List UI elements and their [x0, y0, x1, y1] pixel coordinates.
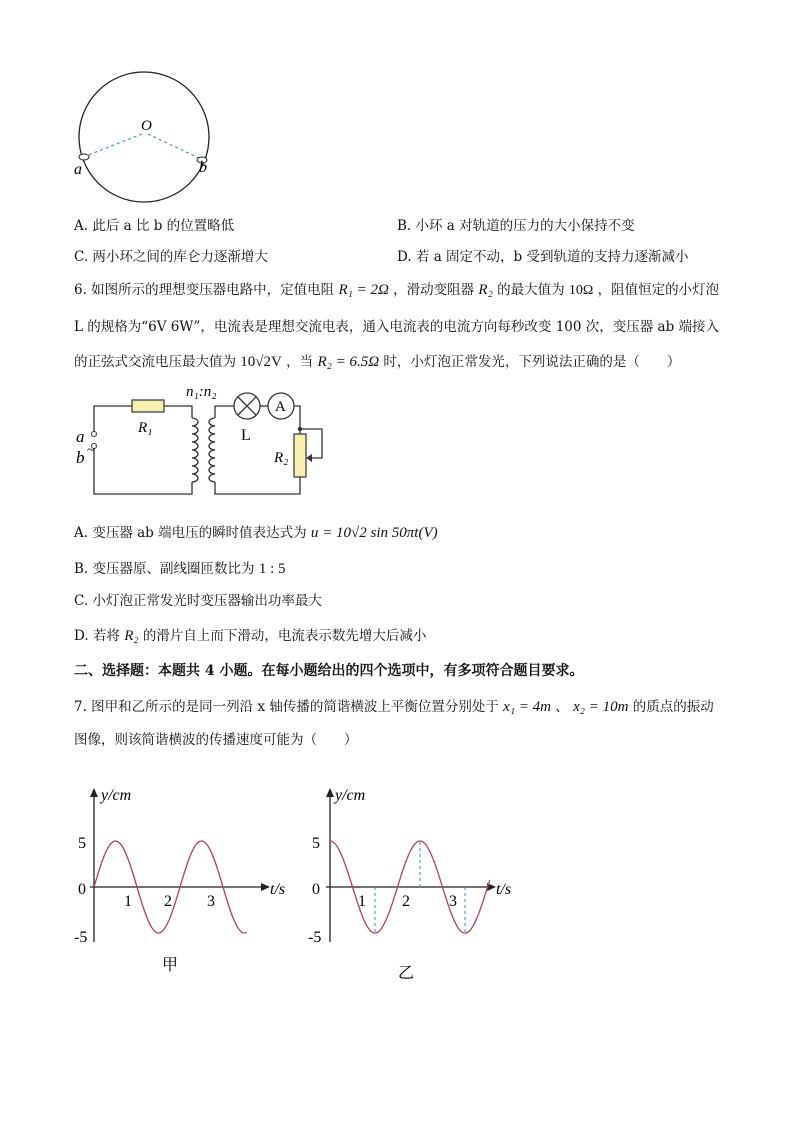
- q6-line1: [74, 280, 719, 301]
- resistor-r1: [132, 400, 164, 412]
- label-o: O: [141, 118, 152, 134]
- x-axis-label: t/s: [496, 881, 512, 898]
- q6-text: ，阻值恒定的小灯泡: [597, 282, 720, 298]
- option-text: B. 变压器原、副线圈匝数比为: [74, 561, 255, 577]
- caption: 甲: [162, 957, 179, 974]
- label-tilde: ~: [87, 443, 95, 458]
- formula-max: 10Ω: [568, 283, 594, 298]
- y-tick-0: 0: [78, 881, 86, 898]
- q7-text: 7. 图甲和乙所示的是同一列沿 x 轴传播的简谐横波上平衡位置分别处于: [74, 699, 499, 715]
- q7-line1: [74, 697, 714, 717]
- y-tick-neg5: -5: [74, 929, 88, 946]
- x-tick-2: 2: [164, 893, 172, 910]
- ring-figure: [60, 60, 230, 210]
- primary-wire-bottom: [94, 446, 192, 494]
- secondary-coil: [209, 418, 215, 482]
- formula-voltage: 10√2V: [240, 354, 282, 370]
- circuit-diagram: [70, 382, 330, 504]
- q7-text: 、: [555, 699, 569, 715]
- label-ammeter: A: [275, 399, 286, 415]
- q6-text: 6. 如图所示的理想变压器电路中，定值电阻: [74, 282, 335, 298]
- formula-r1: R₁ = 2Ω: [338, 282, 389, 298]
- label-a: a: [76, 427, 85, 446]
- label-b: b: [199, 159, 207, 176]
- q6-option-b: [74, 557, 285, 578]
- graph-yi: [300, 780, 530, 985]
- junction-dot: [298, 427, 302, 431]
- y-tick-5: 5: [78, 835, 86, 852]
- formula-r2: R₂: [124, 628, 139, 644]
- ring-a: [79, 154, 89, 160]
- lamp-icon: [234, 393, 260, 419]
- formula-x2: x₂ = 10m: [573, 699, 629, 715]
- line-ob: [148, 134, 201, 159]
- q6-option-a: [74, 521, 438, 542]
- q6-text: 时，小灯泡正常发光，下列说法正确的是（ ）: [383, 354, 681, 370]
- x-axis-label: t/s: [270, 881, 286, 898]
- label-r2: R₂: [274, 450, 289, 466]
- label-a: a: [74, 161, 82, 178]
- label-b: b: [76, 448, 85, 467]
- label-r1: R₁: [138, 420, 153, 436]
- y-tick-5: 5: [312, 835, 320, 852]
- q6-text: ，当: [286, 354, 314, 370]
- q5-option-d: D. 若 a 固定不动，b 受到轨道的支持力逐渐减小: [397, 249, 689, 265]
- x-tick-3: 3: [207, 893, 215, 910]
- label-ratio: n₁:n₂: [186, 384, 217, 400]
- graph-jia: [70, 780, 300, 985]
- x-tick-1: 1: [124, 893, 132, 910]
- option-text: D. 若将: [74, 628, 120, 644]
- primary-coil: [192, 418, 198, 482]
- slider-arrow-icon: [306, 454, 312, 462]
- y-axis-label: y/cm: [101, 787, 132, 804]
- x-tick-3: 3: [449, 893, 457, 910]
- section-heading: 二、选择题：本题共 4 小题。在每小题给出的四个选项中，有多项符合题目要求。: [74, 663, 584, 679]
- y-tick-neg5: -5: [308, 929, 322, 946]
- formula-x1: x₁ = 4m: [503, 699, 551, 715]
- y-axis-arrow: [326, 788, 334, 797]
- terminal-a: [92, 432, 97, 437]
- y-tick-0: 0: [312, 881, 320, 898]
- q5-option-a: A. 此后 a 比 b 的位置略低: [74, 218, 235, 234]
- q6-option-d: [74, 624, 426, 645]
- y-axis-arrow: [90, 788, 98, 797]
- option-text: A. 变压器 ab 端电压的瞬时值表达式为: [74, 525, 307, 541]
- primary-wire-top-right: [164, 406, 192, 418]
- secondary-wire-top: [215, 406, 234, 418]
- q7-text: 的质点的振动: [632, 699, 714, 715]
- q6-text: 的最大值为: [497, 282, 565, 298]
- ring-track: [79, 72, 209, 202]
- q6-text: 的正弦式交流电压最大值为: [74, 354, 236, 370]
- x-tick-1: 1: [358, 893, 366, 910]
- q6-line3: [74, 352, 680, 372]
- y-axis-label: y/cm: [335, 787, 366, 804]
- q6-option-c: C. 小灯泡正常发光时变压器输出功率最大: [74, 593, 322, 609]
- q5-option-b: B. 小环 a 对轨道的压力的大小保持不变: [397, 218, 635, 234]
- formula-r2: R₂: [478, 282, 493, 298]
- x-axis-arrow: [261, 883, 270, 891]
- line-oa: [86, 134, 142, 156]
- formula-r2-value: R₂ = 6.5Ω: [317, 354, 380, 370]
- formula-u: u = 10√2 sin 50πt(V): [310, 525, 438, 541]
- secondary-wire-bottom: [215, 477, 300, 494]
- q6-text: ，滑动变阻器: [393, 282, 475, 298]
- formula-ratio: 1 : 5: [258, 561, 286, 577]
- primary-wire-top: [94, 406, 132, 432]
- resistor-r2: [294, 434, 306, 477]
- q6-line2: L 的规格为“6V 6W”，电流表是理想交流电表，通入电流表的电流方向每秒改变 100 次，变压器 ab 端接入: [74, 319, 720, 335]
- option-text: 的滑片自上而下滑动，电流表示数先增大后减小: [142, 628, 427, 644]
- caption: 乙: [398, 965, 415, 982]
- q7-line2: 图像，则该简谐横波的传播速度可能为（ ）: [74, 732, 358, 748]
- label-lamp: L: [241, 427, 251, 444]
- x-tick-2: 2: [402, 893, 410, 910]
- q5-option-c: C. 两小环之间的库仑力逐渐增大: [74, 249, 268, 265]
